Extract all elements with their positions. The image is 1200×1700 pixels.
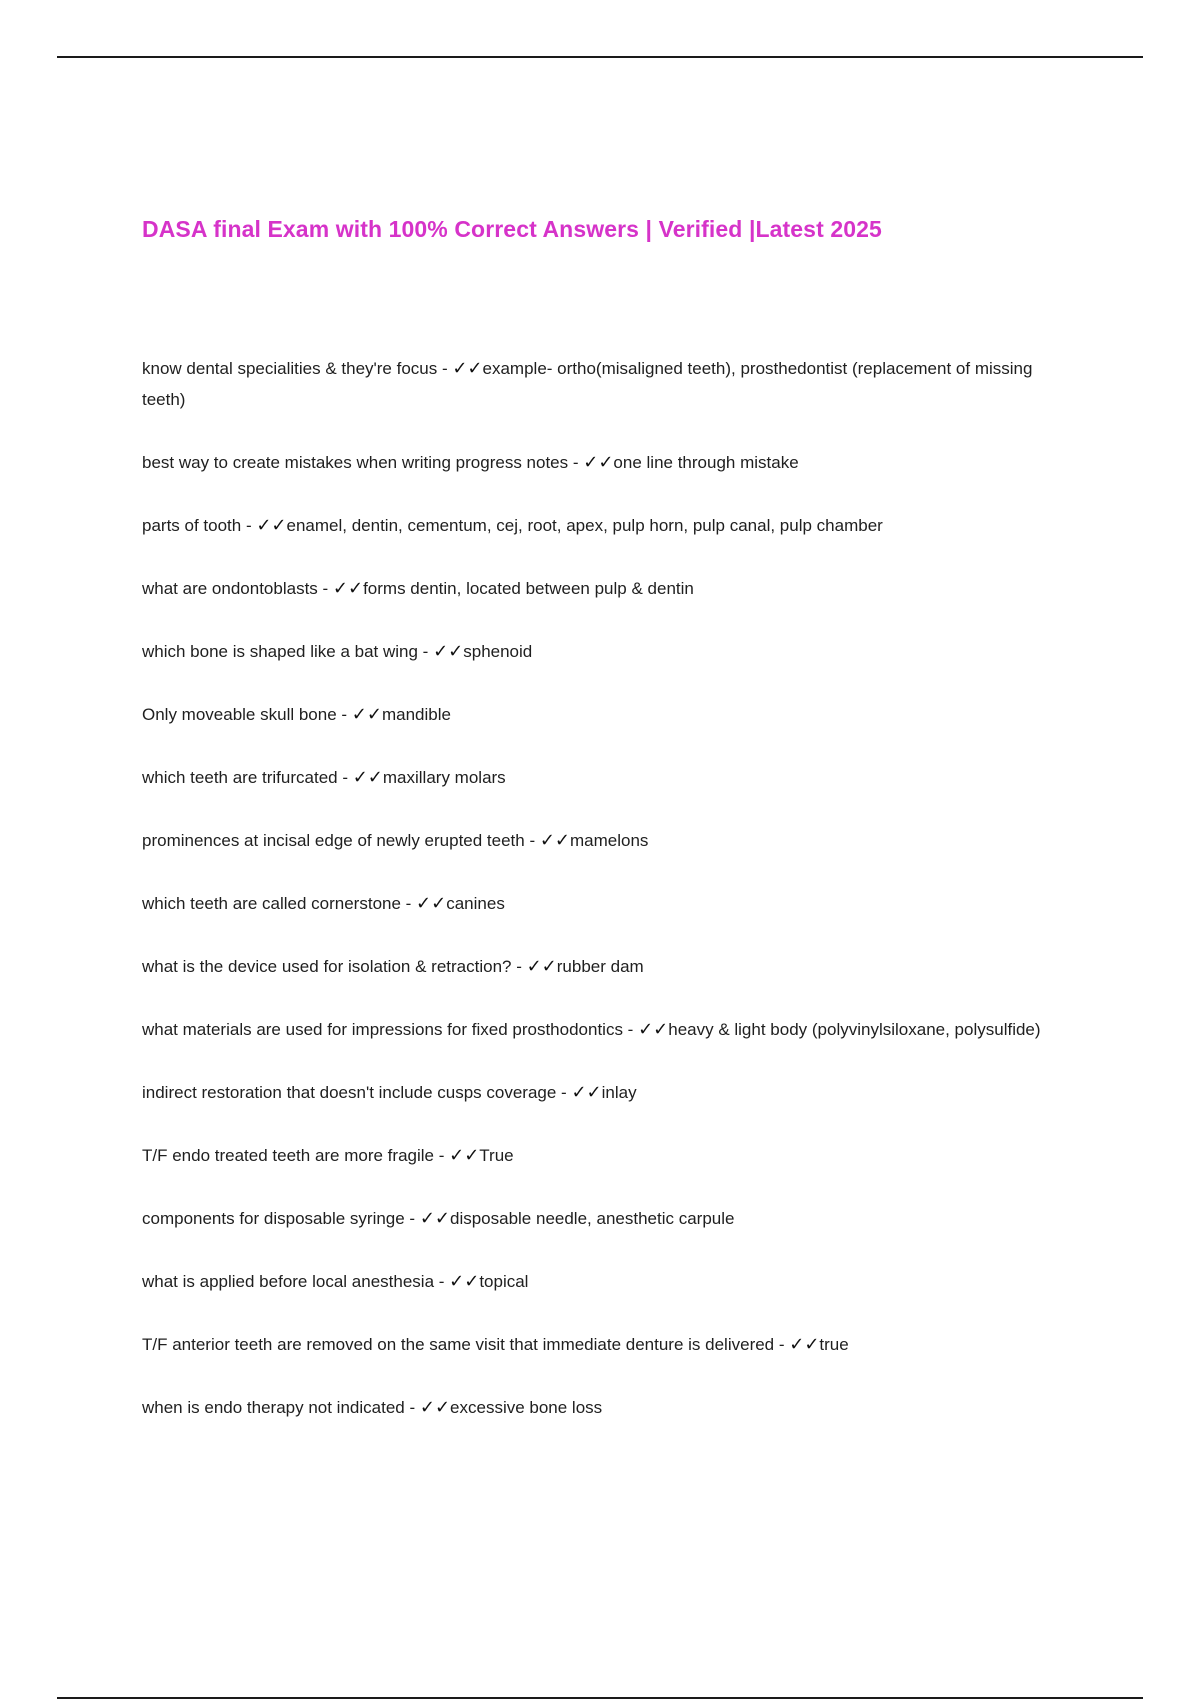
qa-item — [142, 573, 1077, 604]
question-text: what are ondontoblasts — [142, 579, 318, 598]
answer-text: canines — [446, 894, 505, 913]
qa-list — [142, 353, 1077, 1455]
qa-item — [142, 510, 1077, 541]
answer-text: heavy & light body (polyvinylsiloxane, polysulfide) — [668, 1020, 1041, 1039]
double-check-icon: ✓✓ — [352, 767, 383, 788]
qa-item — [142, 762, 1077, 793]
double-check-icon: ✓✓ — [416, 893, 447, 914]
qa-item — [142, 447, 1077, 478]
separator: - — [336, 705, 352, 724]
question-text: T/F endo treated teeth are more fragile — [142, 1146, 434, 1165]
separator: - — [556, 1083, 572, 1102]
separator: - — [241, 516, 257, 535]
question-text: know dental specialities & they're focus — [142, 359, 438, 378]
answer-text: rubber dam — [556, 957, 644, 976]
double-check-icon: ✓✓ — [449, 1271, 480, 1292]
qa-item — [142, 951, 1077, 982]
answer-text: mamelons — [570, 831, 649, 850]
double-check-icon: ✓✓ — [351, 704, 382, 725]
question-text: which teeth are trifurcated — [142, 768, 338, 787]
double-check-icon: ✓✓ — [449, 1145, 480, 1166]
qa-item — [142, 1014, 1077, 1045]
double-check-icon: ✓✓ — [789, 1334, 820, 1355]
answer-text: inlay — [601, 1083, 637, 1102]
qa-item — [142, 825, 1077, 856]
question-text: T/F anterior teeth are removed on the same visit that immediate denture is delivered — [142, 1335, 775, 1354]
qa-item — [142, 1329, 1077, 1360]
separator: - — [437, 359, 453, 378]
answer-text: maxillary molars — [382, 768, 506, 787]
double-check-icon: ✓✓ — [583, 452, 614, 473]
answer-text: excessive bone loss — [450, 1398, 603, 1417]
question-text: Only moveable skull bone — [142, 705, 337, 724]
question-text: indirect restoration that doesn't include cusps coverage — [142, 1083, 557, 1102]
question-text: when is endo therapy not indicated — [142, 1398, 405, 1417]
separator: - — [511, 957, 527, 976]
question-text: what materials are used for impressions for fixed prosthodontics — [142, 1020, 623, 1039]
question-text: prominences at incisal edge of newly erupted teeth — [142, 831, 525, 850]
document-title: DASA final Exam with 100% Correct Answers | Verified |Latest 2025 — [142, 216, 882, 242]
double-check-icon: ✓✓ — [638, 1019, 669, 1040]
separator: - — [434, 1146, 450, 1165]
double-check-icon: ✓✓ — [539, 830, 571, 851]
double-check-icon: ✓✓ — [332, 578, 364, 599]
separator: - — [417, 642, 434, 661]
double-check-icon: ✓✓ — [419, 1397, 451, 1418]
separator: - — [622, 1020, 639, 1039]
question-text: which teeth are called cornerstone — [142, 894, 401, 913]
separator: - — [337, 768, 353, 787]
question-text: parts of tooth — [142, 516, 242, 535]
qa-item — [142, 353, 1077, 415]
qa-item — [142, 1266, 1077, 1297]
separator: - — [404, 1398, 420, 1417]
answer-text: example- ortho(misaligned teeth), prosthedontist (replacement of missing teeth) — [142, 359, 1033, 409]
answer-text: forms dentin, located between pulp & dentin — [363, 579, 694, 598]
qa-item — [142, 1392, 1077, 1423]
qa-item — [142, 636, 1077, 667]
answer-text: True — [479, 1146, 514, 1165]
double-check-icon: ✓✓ — [419, 1208, 450, 1229]
separator: - — [317, 579, 333, 598]
page-bottom-rule — [57, 1697, 1143, 1699]
answer-text: mandible — [381, 705, 451, 724]
double-check-icon: ✓✓ — [571, 1082, 602, 1103]
qa-item — [142, 888, 1077, 919]
double-check-icon: ✓✓ — [452, 358, 483, 379]
double-check-icon: ✓✓ — [433, 641, 464, 662]
answer-text: topical — [479, 1272, 529, 1291]
separator: - — [404, 1209, 420, 1228]
answer-text: sphenoid — [463, 642, 533, 661]
answer-text: disposable needle, anesthetic carpule — [449, 1209, 735, 1228]
separator: - — [568, 453, 584, 472]
answer-text: true — [819, 1335, 849, 1354]
qa-item — [142, 699, 1077, 730]
separator: - — [524, 831, 540, 850]
separator: - — [774, 1335, 790, 1354]
double-check-icon: ✓✓ — [256, 515, 287, 536]
qa-item — [142, 1140, 1077, 1171]
question-text: what is the device used for isolation & retraction? — [142, 957, 512, 976]
separator: - — [400, 894, 417, 913]
question-text: best way to create mistakes when writing progress notes — [142, 453, 569, 472]
question-text: what is applied before local anesthesia — [142, 1272, 435, 1291]
qa-item — [142, 1203, 1077, 1234]
answer-text: one line through mistake — [613, 453, 799, 472]
separator: - — [434, 1272, 450, 1291]
double-check-icon: ✓✓ — [526, 956, 557, 977]
question-text: which bone is shaped like a bat wing — [142, 642, 418, 661]
page-top-rule — [57, 56, 1143, 58]
question-text: components for disposable syringe — [142, 1209, 405, 1228]
qa-item — [142, 1077, 1077, 1108]
answer-text: enamel, dentin, cementum, cej, root, apex, pulp horn, pulp canal, pulp chamber — [286, 516, 883, 535]
